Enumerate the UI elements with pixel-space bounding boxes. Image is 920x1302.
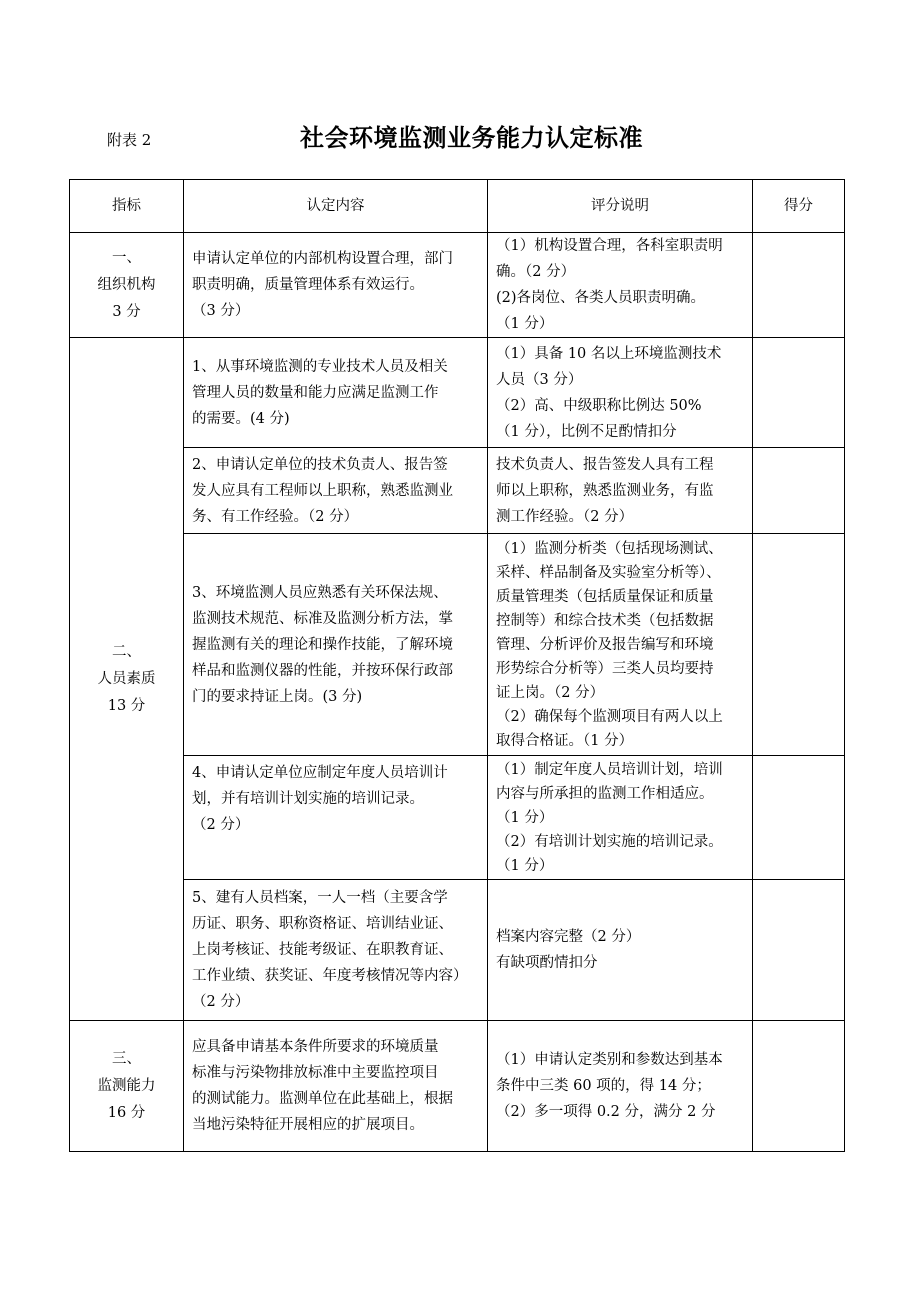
score-cell[interactable]: [753, 756, 845, 880]
header-content: 认定内容: [184, 180, 488, 233]
header-row: [70, 180, 845, 233]
score-cell[interactable]: [753, 880, 845, 1021]
content-cell: 申请认定单位的内部机构设置合理，部门 职责明确，质量管理体系有效运行。 （3 分）: [184, 233, 488, 338]
score-cell[interactable]: [753, 338, 845, 448]
content-cell: 应具备申请基本条件所要求的环境质量 标准与污染物排放标准中主要监控项目 的测试能力。监测单位在此基础上，根据 当地污染特征开展相应的扩展项目。: [184, 1021, 488, 1152]
table-row: [70, 233, 845, 338]
page-title: 社会环境监测业务能力认定标准: [300, 124, 643, 152]
explanation-cell: （1）申请认定类别和参数达到基本 条件中三类 60 项的，得 14 分； （2）多一项得 0.2 分，满分 2 分: [488, 1021, 753, 1152]
annex-label: 附表 2: [107, 131, 152, 149]
content-cell: 3、环境监测人员应熟悉有关环保法规、 监测技术规范、标准及监测分析方法，掌 握监测有关的理论和操作技能，了解环境 样品和监测仪器的性能，并按环保行政部 门的要求持证上岗。(3 分): [184, 534, 488, 756]
explanation-cell: （1）制定年度人员培训计划，培训 内容与所承担的监测工作相适应。 （1 分） （2）有培训计划实施的培训记录。 （1 分）: [488, 756, 753, 880]
table-row: [70, 338, 845, 448]
content-cell: 2、申请认定单位的技术负责人、报告签 发人应具有工程师以上职称，熟悉监测业 务、有工作经验。（2 分）: [184, 448, 488, 534]
explanation-cell: （1）机构设置合理，各科室职责明 确。（2 分） (2)各岗位、各类人员职责明确。 （1 分）: [488, 233, 753, 338]
explanation-cell: 档案内容完整（2 分） 有缺项酌情扣分: [488, 880, 753, 1021]
indicator-monitoring-capability: 三、 监测能力 16 分: [70, 1021, 184, 1152]
header-explanation: 评分说明: [488, 180, 753, 233]
content-cell: 1、从事环境监测的专业技术人员及相关 管理人员的数量和能力应满足监测工作 的需要。(4 分): [184, 338, 488, 448]
explanation-cell: （1）监测分析类（包括现场测试、 采样、样品制备及实验室分析等）、 质量管理类（包括质量保证和质量 控制等）和综合技术类（包括数据 管理、分析评价及报告编写和环境 形势综合分析等）三类人员均要持 证上岗。（2 分） （2）确保每个监测项目有两人以上 取得合格证。（1 分）: [488, 534, 753, 756]
score-cell[interactable]: [753, 534, 845, 756]
table-row: [70, 448, 845, 534]
explanation-cell: （1）具备 10 名以上环境监测技术 人员（3 分） （2）高、中级职称比例达 50% （1 分），比例不足酌情扣分: [488, 338, 753, 448]
score-cell[interactable]: [753, 448, 845, 534]
header-indicator: 指标: [70, 180, 184, 233]
criteria-table: [69, 179, 845, 1152]
content-cell: 4、申请认定单位应制定年度人员培训计 划，并有培训计划实施的培训记录。 （2 分）: [184, 756, 488, 880]
explanation-cell: 技术负责人、报告签发人具有工程 师以上职称，熟悉监测业务，有监 测工作经验。（2 分）: [488, 448, 753, 534]
table-row: [70, 534, 845, 756]
content-cell: 5、建有人员档案，一人一档（主要含学 历证、职务、职称资格证、培训结业证、 上岗考核证、技能考级证、在职教育证、 工作业绩、获奖证、年度考核情况等内容） （2 分）: [184, 880, 488, 1021]
score-cell[interactable]: [753, 1021, 845, 1152]
header-score: 得分: [753, 180, 845, 233]
table-row: [70, 880, 845, 1021]
table-row: [70, 1021, 845, 1152]
table-row: [70, 756, 845, 880]
score-cell[interactable]: [753, 233, 845, 338]
indicator-staff-quality: 二、 人员素质 13 分: [70, 338, 184, 1021]
indicator-organization: 一、 组织机构 3 分: [70, 233, 184, 338]
